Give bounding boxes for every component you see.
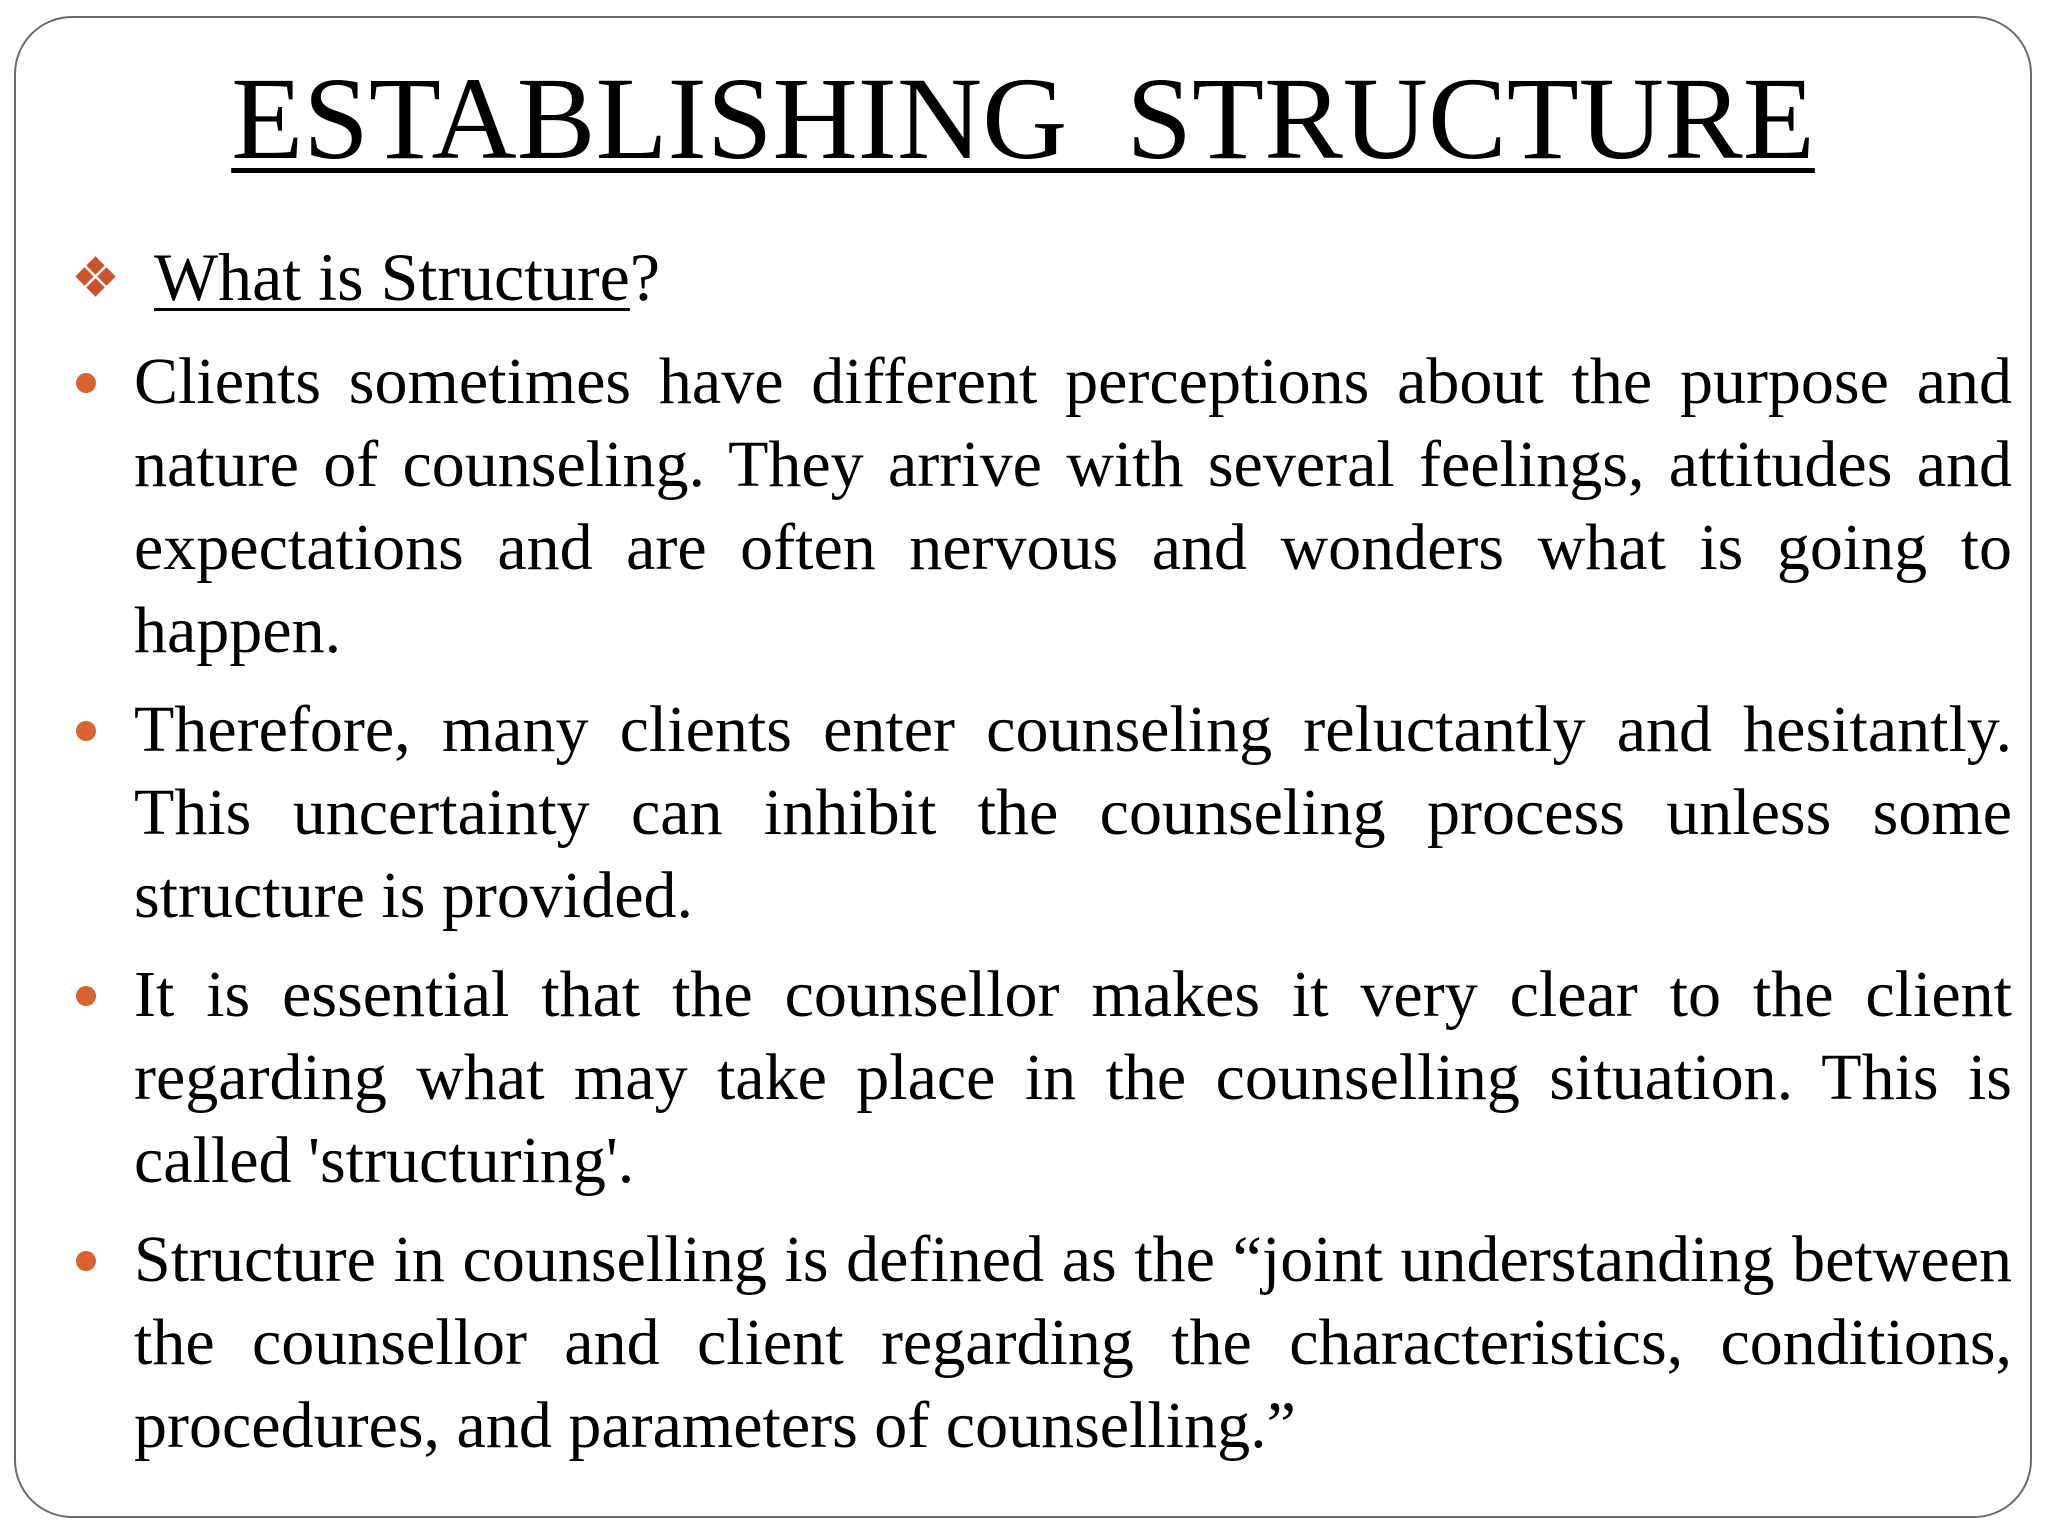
subheading [76,239,661,315]
bullet-text: Therefore, many clients enter counseling reluctantly and hesitantly. This uncertainty can inhibit the counseling process unless some structure is provided. [134,693,2012,932]
dot-bullet-icon [76,986,96,1006]
bullet-item [76,688,2012,937]
bullet-item [76,953,2012,1202]
bullet-item [76,340,2012,672]
dot-bullet-icon [76,721,96,741]
bullet-list [76,340,2012,1483]
bullet-text: Structure in counselling is defined as the “joint understanding between the counsellor and client regarding the characteristics, conditions, procedures, and parameters of counselling.” [134,1223,2012,1462]
bullet-text: It is essential that the counsellor makes it very clear to the client regarding what may take place in the counselling situation. This is called 'structuring'. [134,958,2012,1197]
slide-title-text: ESTABLISHING STRUCTURE [231,53,1815,184]
bullet-text: Clients sometimes have different perceptions about the purpose and nature of counseling. They arrive with several feelings, attitudes and expectations and are often nervous and wonders what is going to happen. [134,345,2012,667]
subheading-text: What is Structure [154,239,630,315]
slide-frame [14,16,2032,1518]
subheading-question-mark: ? [629,239,661,315]
dot-bullet-icon [76,373,96,393]
slide-title [16,54,2030,184]
four-diamond-bullet-icon [76,257,116,297]
dot-bullet-icon [76,1251,96,1271]
bullet-item [76,1218,2012,1467]
